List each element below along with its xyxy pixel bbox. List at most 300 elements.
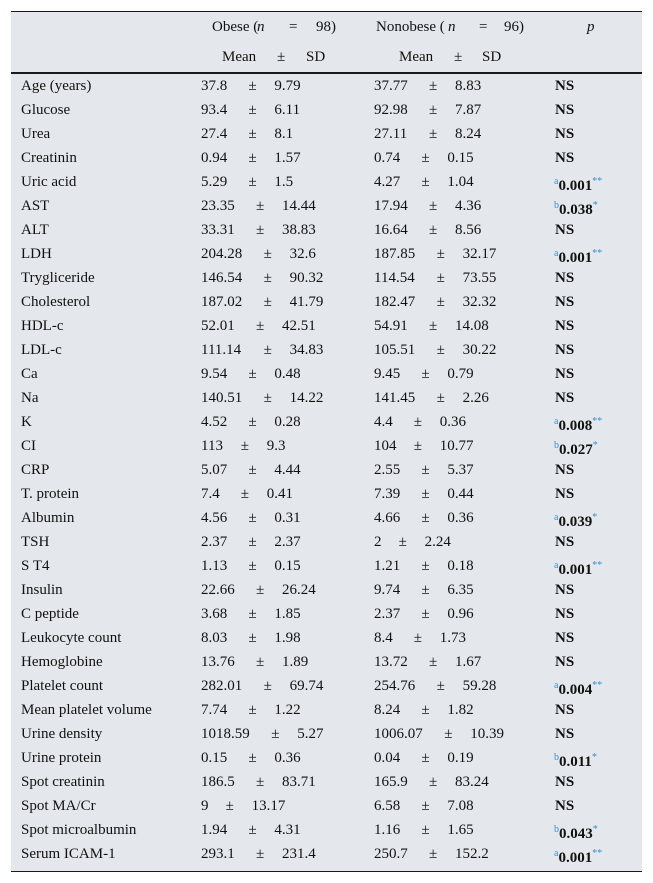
obese-mean: 113 bbox=[201, 438, 223, 454]
obese-sd: 83.71 bbox=[282, 774, 316, 790]
row-label: Platelet count bbox=[21, 678, 104, 694]
nonobese-mean: 54.91 bbox=[374, 318, 408, 334]
row-label: CI bbox=[21, 438, 36, 454]
obese-pm: ± bbox=[248, 606, 257, 622]
obese-sd: 0.15 bbox=[274, 558, 301, 574]
obese-mean: 37.8 bbox=[201, 78, 228, 94]
obese-sd: 1.57 bbox=[274, 150, 301, 166]
nonobese-pm: ± bbox=[429, 774, 438, 790]
nonobese-mean: 27.11 bbox=[374, 126, 408, 142]
table-row bbox=[11, 314, 642, 338]
nonobese-pm: ± bbox=[429, 126, 438, 142]
obese-pm: ± bbox=[263, 270, 272, 286]
row-label: Trygliceride bbox=[21, 270, 95, 286]
nonobese-pm: ± bbox=[398, 534, 407, 550]
obese-mean: 4.52 bbox=[201, 414, 228, 430]
obese-sd: 0.28 bbox=[274, 414, 301, 430]
obese-mean: 22.66 bbox=[201, 582, 235, 598]
nonobese-pm: ± bbox=[421, 822, 430, 838]
obese-mean: 1018.59 bbox=[201, 726, 250, 742]
obese-pm: ± bbox=[248, 750, 257, 766]
row-label: C peptide bbox=[21, 606, 79, 622]
table-row bbox=[11, 194, 642, 218]
nonobese-mean: 0.74 bbox=[374, 150, 401, 166]
nonobese-pm: ± bbox=[429, 654, 438, 670]
nonobese-mean: 92.98 bbox=[374, 102, 408, 118]
obese-mean: 146.54 bbox=[201, 270, 243, 286]
nonobese-mean-header: Mean bbox=[399, 49, 434, 65]
test-superscript: a bbox=[554, 512, 559, 523]
row-label: Spot microalbumin bbox=[21, 822, 137, 838]
nonobese-mean: 104 bbox=[374, 438, 397, 454]
nonobese-sd-header: SD bbox=[482, 49, 502, 65]
obese-mean: 187.02 bbox=[201, 294, 243, 310]
row-label: Mean platelet volume bbox=[21, 702, 152, 718]
nonobese-pm: ± bbox=[436, 678, 445, 694]
nonobese-mean: 6.58 bbox=[374, 798, 401, 814]
obese-mean: 186.5 bbox=[201, 774, 235, 790]
row-label: Cholesterol bbox=[21, 294, 91, 310]
nonobese-sd: 0.19 bbox=[447, 750, 474, 766]
p-value-text: 0.011 bbox=[559, 754, 592, 770]
p-value bbox=[555, 98, 574, 122]
obese-mean: 33.31 bbox=[201, 222, 235, 238]
nonobese-pm: ± bbox=[421, 510, 430, 526]
obese-mean: 27.4 bbox=[201, 126, 228, 142]
p-value bbox=[555, 770, 574, 794]
nonobese-sd: 1.67 bbox=[455, 654, 482, 670]
p-value-text: NS bbox=[555, 462, 575, 478]
table-row bbox=[11, 602, 642, 626]
table-row bbox=[11, 794, 642, 818]
nonobese-mean: 2.55 bbox=[374, 462, 401, 478]
table-row bbox=[11, 650, 642, 674]
nonobese-mean: 1006.07 bbox=[374, 726, 423, 742]
nonobese-sd: 59.28 bbox=[462, 678, 497, 694]
significance-stars: * bbox=[592, 824, 598, 835]
p-value-text: NS bbox=[555, 102, 575, 118]
row-label: Urine density bbox=[21, 726, 103, 742]
row-label: Urine protein bbox=[21, 750, 102, 766]
p-value bbox=[555, 146, 574, 170]
test-superscript: b bbox=[554, 200, 559, 211]
nonobese-sd: 4.36 bbox=[455, 198, 482, 214]
nonobese-sd: 0.36 bbox=[447, 510, 474, 526]
nonobese-sd: 7.87 bbox=[455, 102, 482, 118]
table-row bbox=[11, 410, 642, 434]
obese-mean: 9 bbox=[201, 798, 209, 814]
obese-eq: = bbox=[289, 19, 298, 35]
obese-sd: 34.83 bbox=[289, 342, 324, 358]
p-value-text: NS bbox=[555, 222, 575, 238]
nonobese-pm: ± bbox=[429, 222, 438, 238]
table-row bbox=[11, 530, 642, 554]
table-row bbox=[11, 386, 642, 410]
nonobese-pm: ± bbox=[436, 390, 445, 406]
nonobese-sd: 10.39 bbox=[470, 726, 504, 742]
nonobese-pm: ± bbox=[413, 414, 423, 430]
obese-mean: 293.1 bbox=[201, 846, 235, 862]
obese-pm: ± bbox=[248, 78, 257, 94]
obese-mean: 93.4 bbox=[201, 102, 228, 118]
row-label: CRP bbox=[21, 462, 50, 478]
obese-sd: 2.37 bbox=[274, 534, 301, 550]
row-label: Spot creatinin bbox=[21, 774, 105, 790]
nonobese-mean: 1.21 bbox=[374, 558, 401, 574]
nonobese-mean: 250.7 bbox=[374, 846, 408, 862]
obese-mean: 111.14 bbox=[201, 342, 242, 358]
row-label: TSH bbox=[21, 534, 50, 550]
nonobese-sd: 5.37 bbox=[447, 462, 474, 478]
obese-sd: 9.3 bbox=[266, 438, 286, 454]
obese-sd: 42.51 bbox=[282, 318, 316, 334]
p-value bbox=[555, 122, 574, 146]
obese-pm: ± bbox=[271, 726, 280, 742]
row-label: ALT bbox=[21, 222, 49, 238]
table-row bbox=[11, 482, 642, 506]
obese-pm: ± bbox=[263, 246, 272, 262]
p-value-text: NS bbox=[555, 78, 575, 94]
obese-sd: 0.41 bbox=[266, 486, 294, 502]
obese-sd: 26.24 bbox=[282, 582, 316, 598]
row-label: Age (years) bbox=[21, 78, 92, 94]
table-row bbox=[11, 578, 642, 602]
row-label: S T4 bbox=[21, 558, 50, 574]
table-row bbox=[11, 746, 642, 770]
obese-pm: ± bbox=[256, 654, 265, 670]
significance-stars: ** bbox=[592, 176, 603, 187]
nonobese-header-label: Nonobese ( bbox=[376, 19, 445, 35]
nonobese-sd: 0.18 bbox=[447, 558, 474, 574]
table-row bbox=[11, 242, 642, 266]
obese-mean: 5.29 bbox=[201, 174, 228, 190]
table-row bbox=[11, 842, 642, 866]
nonobese-pm: ± bbox=[429, 846, 438, 862]
table-row bbox=[11, 290, 642, 314]
row-label: T. protein bbox=[21, 486, 80, 502]
nonobese-pm: ± bbox=[429, 78, 438, 94]
nonobese-sd: 73.55 bbox=[462, 270, 497, 286]
obese-pm: ± bbox=[256, 222, 265, 238]
obese-pm: ± bbox=[248, 150, 257, 166]
nonobese-mean: 182.47 bbox=[374, 294, 416, 310]
nonobese-mean: 2.37 bbox=[374, 606, 401, 622]
nonobese-mean: 105.51 bbox=[374, 342, 416, 358]
top-rule bbox=[11, 11, 642, 12]
obese-sd: 1.89 bbox=[282, 654, 309, 670]
nonobese-mean: 4.27 bbox=[374, 174, 401, 190]
nonobese-mean: 7.39 bbox=[374, 486, 401, 502]
p-value-text: NS bbox=[555, 726, 575, 742]
nonobese-pm: ± bbox=[421, 750, 430, 766]
nonobese-sd: 32.32 bbox=[462, 294, 497, 310]
obese-mean: 3.68 bbox=[201, 606, 228, 622]
p-value-text: 0.001 bbox=[558, 178, 593, 194]
nonobese-sd: 14.08 bbox=[455, 318, 489, 334]
obese-mean: 0.15 bbox=[201, 750, 228, 766]
obese-pm: ± bbox=[248, 366, 257, 382]
nonobese-mean: 37.77 bbox=[374, 78, 408, 94]
significance-stars: ** bbox=[592, 680, 603, 691]
obese-sd: 4.44 bbox=[274, 462, 301, 478]
significance-stars: ** bbox=[592, 416, 603, 427]
obese-sd: 6.11 bbox=[274, 102, 301, 118]
row-label: LDL-c bbox=[21, 342, 62, 358]
row-label: Hemoglobine bbox=[21, 654, 103, 670]
table-row bbox=[11, 818, 642, 842]
nonobese-mean: 2 bbox=[374, 534, 382, 550]
row-label: Albumin bbox=[21, 510, 75, 526]
p-value bbox=[555, 338, 574, 362]
obese-sd: 41.79 bbox=[289, 294, 324, 310]
p-value-text: 0.001 bbox=[558, 250, 593, 266]
obese-mean: 1.94 bbox=[201, 822, 228, 838]
p-value-text: NS bbox=[555, 606, 575, 622]
nonobese-pm: ± bbox=[413, 630, 423, 646]
table-row bbox=[11, 218, 642, 242]
nonobese-pm: ± bbox=[421, 486, 430, 502]
table-row bbox=[11, 626, 642, 650]
nonobese-mean: 16.64 bbox=[374, 222, 408, 238]
table-row bbox=[11, 770, 642, 794]
p-value bbox=[555, 602, 574, 626]
nonobese-sd: 0.36 bbox=[439, 414, 467, 430]
p-header: p bbox=[587, 19, 595, 35]
significance-stars: ** bbox=[592, 248, 603, 259]
nonobese-pm: ± bbox=[421, 582, 430, 598]
p-value-text: NS bbox=[555, 342, 575, 358]
significance-stars: * bbox=[592, 200, 598, 211]
obese-sd-header: SD bbox=[306, 49, 326, 65]
nonobese-sd: 7.08 bbox=[447, 798, 474, 814]
nonobese-pm: ± bbox=[436, 342, 445, 358]
obese-sd: 14.22 bbox=[289, 390, 324, 406]
test-superscript: b bbox=[554, 824, 559, 835]
obese-sd: 0.36 bbox=[274, 750, 301, 766]
test-superscript: a bbox=[554, 560, 559, 571]
p-value bbox=[555, 290, 574, 314]
p-value-text: 0.038 bbox=[559, 202, 593, 218]
obese-pm: ± bbox=[248, 534, 257, 550]
obese-pm: ± bbox=[248, 630, 257, 646]
obese-sd: 0.31 bbox=[274, 510, 301, 526]
nonobese-pm: ± bbox=[421, 366, 430, 382]
significance-stars: * bbox=[592, 512, 598, 523]
obese-pm-header: ± bbox=[277, 49, 286, 65]
nonobese-sd: 152.2 bbox=[455, 846, 489, 862]
p-value-text: NS bbox=[555, 366, 575, 382]
obese-sd: 38.83 bbox=[282, 222, 316, 238]
nonobese-pm: ± bbox=[421, 462, 430, 478]
test-superscript: a bbox=[554, 176, 559, 187]
obese-pm: ± bbox=[248, 174, 257, 190]
nonobese-sd: 0.15 bbox=[447, 150, 474, 166]
p-value-text: 0.001 bbox=[558, 850, 593, 866]
nonobese-mean: 187.85 bbox=[374, 246, 416, 262]
nonobese-n-var: n bbox=[448, 19, 456, 35]
bottom-rule bbox=[11, 871, 642, 872]
obese-pm: ± bbox=[256, 318, 265, 334]
row-label: K bbox=[21, 414, 32, 430]
nonobese-mean: 9.74 bbox=[374, 582, 401, 598]
nonobese-mean: 141.45 bbox=[374, 390, 416, 406]
p-value-text: 0.039 bbox=[558, 514, 593, 530]
nonobese-mean: 4.66 bbox=[374, 510, 401, 526]
nonobese-pm: ± bbox=[421, 702, 430, 718]
p-value-text: NS bbox=[555, 150, 575, 166]
nonobese-pm: ± bbox=[429, 102, 438, 118]
row-label: Uric acid bbox=[21, 174, 77, 190]
obese-sd: 4.31 bbox=[274, 822, 301, 838]
obese-pm: ± bbox=[248, 414, 257, 430]
nonobese-pm: ± bbox=[421, 606, 430, 622]
p-value bbox=[555, 74, 574, 98]
obese-sd: 1.98 bbox=[274, 630, 301, 646]
obese-mean: 52.01 bbox=[201, 318, 235, 334]
nonobese-pm: ± bbox=[436, 294, 445, 310]
obese-mean: 7.4 bbox=[201, 486, 220, 502]
test-superscript: a bbox=[554, 680, 559, 691]
p-value-text: NS bbox=[555, 654, 575, 670]
row-label: Leukocyte count bbox=[21, 630, 122, 646]
p-value-text: NS bbox=[555, 318, 575, 334]
obese-mean: 23.35 bbox=[201, 198, 235, 214]
nonobese-sd: 10.77 bbox=[439, 438, 474, 454]
table-row bbox=[11, 98, 642, 122]
nonobese-mean: 4.4 bbox=[374, 414, 393, 430]
nonobese-sd: 1.73 bbox=[439, 630, 467, 646]
row-label: Urea bbox=[21, 126, 51, 142]
obese-sd: 69.74 bbox=[289, 678, 324, 694]
obese-mean: 140.51 bbox=[201, 390, 243, 406]
obese-pm: ± bbox=[248, 102, 257, 118]
row-label: Serum ICAM-1 bbox=[21, 846, 116, 862]
obese-mean: 13.76 bbox=[201, 654, 235, 670]
p-value-text: NS bbox=[555, 390, 575, 406]
test-superscript: a bbox=[554, 248, 559, 259]
row-label: Na bbox=[21, 390, 39, 406]
nonobese-mean: 165.9 bbox=[374, 774, 408, 790]
p-value-text: NS bbox=[555, 294, 575, 310]
nonobese-sd: 2.26 bbox=[462, 390, 489, 406]
table-row bbox=[11, 338, 642, 362]
table-row bbox=[11, 146, 642, 170]
obese-mean: 4.56 bbox=[201, 510, 228, 526]
table-row bbox=[11, 698, 642, 722]
p-value-text: 0.001 bbox=[558, 562, 593, 578]
obese-sd: 1.5 bbox=[274, 174, 294, 190]
obese-pm: ± bbox=[240, 486, 250, 502]
test-superscript: a bbox=[554, 848, 559, 859]
obese-pm: ± bbox=[248, 822, 257, 838]
nonobese-sd: 8.24 bbox=[455, 126, 482, 142]
obese-mean: 8.03 bbox=[201, 630, 228, 646]
nonobese-sd: 1.82 bbox=[447, 702, 474, 718]
nonobese-sd: 0.79 bbox=[447, 366, 474, 382]
nonobese-pm: ± bbox=[413, 438, 423, 454]
row-label: Creatinin bbox=[21, 150, 77, 166]
significance-stars: * bbox=[592, 440, 598, 451]
obese-pm: ± bbox=[240, 438, 250, 454]
nonobese-mean: 0.04 bbox=[374, 750, 401, 766]
nonobese-mean: 8.4 bbox=[374, 630, 393, 646]
obese-mean-header: Mean bbox=[222, 49, 257, 65]
p-value-text: 0.004 bbox=[558, 682, 593, 698]
obese-pm: ± bbox=[248, 126, 257, 142]
obese-pm: ± bbox=[256, 198, 265, 214]
obese-sd: 1.22 bbox=[274, 702, 301, 718]
obese-pm: ± bbox=[256, 846, 265, 862]
obese-sd: 0.48 bbox=[274, 366, 301, 382]
p-value bbox=[555, 458, 574, 482]
p-value bbox=[555, 698, 574, 722]
obese-n-value: 98) bbox=[316, 19, 336, 35]
table-row bbox=[11, 506, 642, 530]
obese-mean: 204.28 bbox=[201, 246, 243, 262]
p-value bbox=[555, 722, 574, 746]
p-value bbox=[555, 626, 574, 650]
nonobese-mean: 13.72 bbox=[374, 654, 408, 670]
obese-pm: ± bbox=[256, 582, 265, 598]
obese-sd: 1.85 bbox=[274, 606, 301, 622]
test-superscript: a bbox=[554, 416, 559, 427]
row-label: AST bbox=[21, 198, 50, 214]
table-row bbox=[11, 722, 642, 746]
obese-pm: ± bbox=[263, 294, 272, 310]
nonobese-n-value: 96) bbox=[504, 19, 524, 35]
p-value bbox=[555, 362, 574, 386]
nonobese-sd: 30.22 bbox=[462, 342, 497, 358]
nonobese-pm: ± bbox=[421, 150, 430, 166]
table-row bbox=[11, 266, 642, 290]
test-superscript: b bbox=[554, 440, 559, 451]
p-value bbox=[555, 530, 574, 554]
obese-mean: 7.74 bbox=[201, 702, 228, 718]
p-value bbox=[555, 650, 574, 674]
row-label: LDH bbox=[21, 246, 52, 262]
p-value-text: 0.008 bbox=[558, 418, 593, 434]
nonobese-sd: 2.24 bbox=[424, 534, 451, 550]
nonobese-pm: ± bbox=[444, 726, 453, 742]
nonobese-eq: = bbox=[479, 19, 488, 35]
p-value-text: NS bbox=[555, 486, 575, 502]
obese-sd: 8.1 bbox=[274, 126, 294, 142]
significance-stars: ** bbox=[592, 848, 603, 859]
obese-pm: ± bbox=[256, 774, 265, 790]
obese-sd: 13.17 bbox=[251, 798, 286, 814]
p-value bbox=[555, 386, 574, 410]
p-value bbox=[555, 266, 574, 290]
obese-mean: 1.13 bbox=[201, 558, 228, 574]
nonobese-pm: ± bbox=[436, 270, 445, 286]
test-superscript: b bbox=[554, 752, 559, 763]
nonobese-sd: 6.35 bbox=[447, 582, 474, 598]
nonobese-pm: ± bbox=[421, 558, 430, 574]
obese-pm: ± bbox=[263, 342, 272, 358]
nonobese-mean: 8.24 bbox=[374, 702, 401, 718]
nonobese-pm: ± bbox=[429, 198, 438, 214]
nonobese-sd: 83.24 bbox=[455, 774, 489, 790]
row-label: HDL-c bbox=[21, 318, 64, 334]
p-value bbox=[555, 314, 574, 338]
p-value bbox=[555, 578, 574, 602]
table-row bbox=[11, 74, 642, 98]
table-row bbox=[11, 674, 642, 698]
nonobese-mean: 17.94 bbox=[374, 198, 408, 214]
nonobese-pm: ± bbox=[421, 798, 430, 814]
row-label: Glucose bbox=[21, 102, 71, 118]
obese-pm: ± bbox=[248, 510, 257, 526]
